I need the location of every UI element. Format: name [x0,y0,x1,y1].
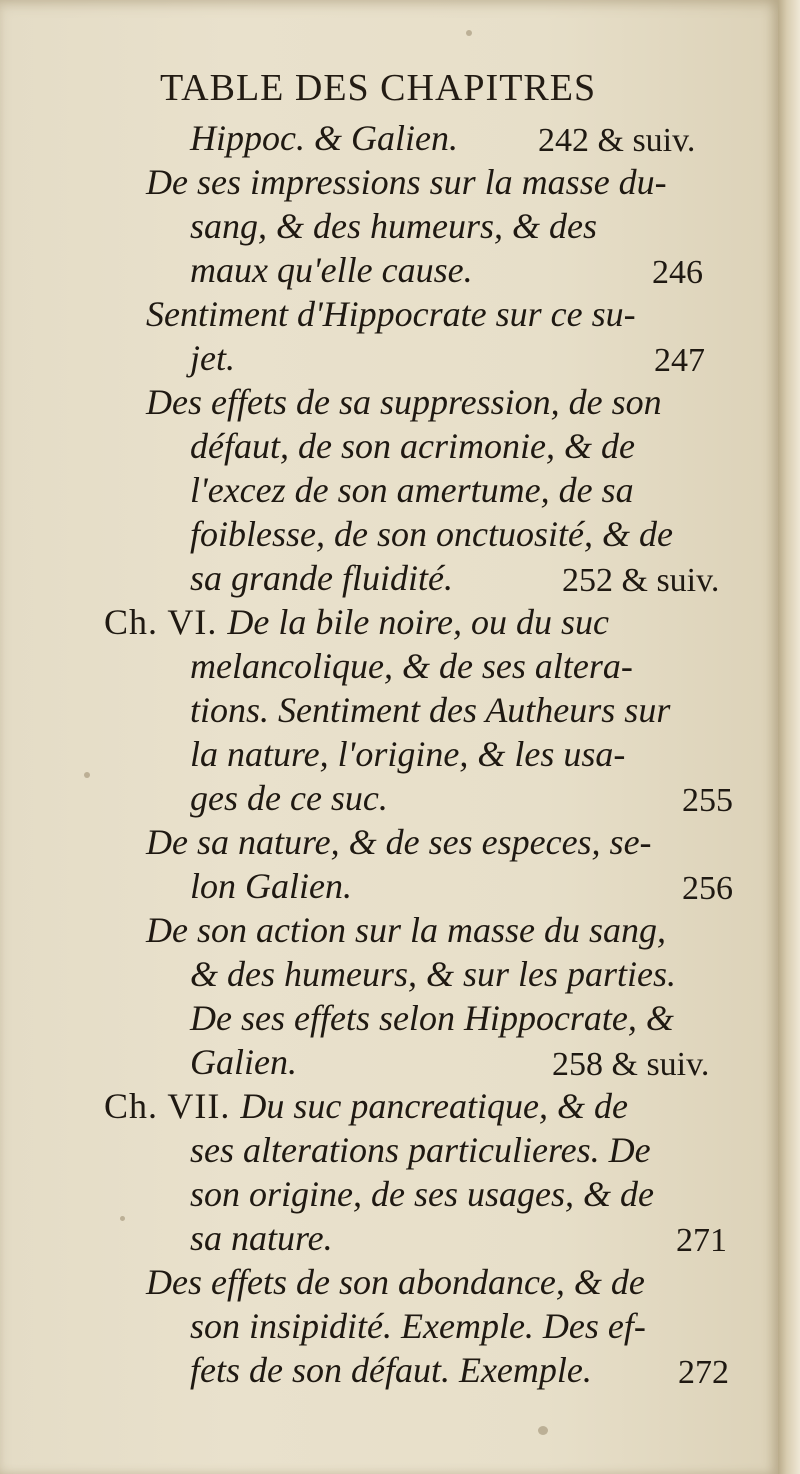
entry-text: foiblesse, de son onctuosité, & de [190,514,673,554]
toc-line [190,1308,646,1344]
toc-line [190,560,453,596]
toc-line [190,1044,297,1080]
page-number: 272 [678,1354,729,1391]
entry-text: De ses effets selon Hippocrate, & [190,998,674,1038]
entry-text: De la bile noire, ou du suc [227,602,609,642]
toc-line [146,164,667,200]
toc-line [190,736,625,772]
toc-line [190,1220,333,1256]
toc-line [146,824,652,860]
toc-line [190,252,473,288]
entry-text: Des effets de sa suppression, de son [146,382,662,422]
toc-line [190,1000,674,1036]
toc-line [190,868,352,904]
entry-text: sa grande fluidité. [190,558,453,598]
entry-text: fets de son défaut. Exemple. [190,1350,592,1390]
entry-text: Sentiment d'Hippocrate sur ce su- [146,294,636,334]
entry-text: De sa nature, & de ses especes, se- [146,822,652,862]
toc-line [190,1352,592,1388]
entry-text: lon Galien. [190,866,352,906]
page-number: 252 & suiv. [562,562,720,599]
entry-text: ses alterations particulieres. De [190,1130,651,1170]
toc-line [190,956,676,992]
entry-text: la nature, l'origine, & les usa- [190,734,626,774]
entry-text: tions. Sentiment des Autheurs sur [190,690,671,730]
toc-line [146,1264,645,1300]
chapter-heading-line [104,604,609,640]
entry-text: Du suc pancreatique, & de [240,1086,628,1126]
page-edge [778,0,800,1474]
entry-text: maux qu'elle cause. [190,250,473,290]
entry-text: son insipidité. Exemple. Des ef- [190,1306,646,1346]
entry-text: son origine, de ses usages, & de [190,1174,654,1214]
entry-text: Hippoc. & Galien. [190,118,458,158]
toc-line [190,428,635,464]
page-number: 242 & suiv. [538,122,696,159]
toc-line [146,912,666,948]
entry-text: sa nature. [190,1218,333,1258]
toc-line [190,1132,651,1168]
entry-text: Galien. [190,1042,297,1082]
page-number: 258 & suiv. [552,1046,710,1083]
entry-text: défaut, de son acrimonie, & de [190,426,635,466]
toc-line [190,120,458,156]
chapter-label: Ch. VI. [104,602,228,642]
toc-line [190,648,633,684]
toc-line [190,692,670,728]
entry-text: & des humeurs, & sur les parties. [190,954,676,994]
page-header: TABLE DES CHAPITRES [160,67,597,109]
entry-text: l'excez de son amertume, de sa [190,470,634,510]
chapter-heading-line [104,1088,628,1124]
entry-text: melancolique, & de ses altera- [190,646,633,686]
entry-text: De son action sur la masse du sang, [146,910,666,950]
page-number: 271 [676,1222,727,1259]
entry-text: ges de ce suc. [190,778,388,818]
page-number: 246 [652,254,703,291]
toc-line [190,208,597,244]
toc-line [190,780,388,816]
entry-text: Des effets de son abondance, & de [146,1262,645,1302]
entry-text: jet. [190,338,235,378]
page-number: 255 [682,782,733,819]
toc-line [190,472,634,508]
toc-line [146,296,636,332]
chapter-label: Ch. VII. [104,1086,241,1126]
toc-line [190,516,673,552]
toc-line [190,1176,654,1212]
page-number: 256 [682,870,733,907]
toc-line [190,340,235,376]
page-number: 247 [654,342,705,379]
entry-text: De ses impressions sur la masse du- [146,162,667,202]
entry-text: sang, & des humeurs, & des [190,206,597,246]
toc-line [146,384,662,420]
